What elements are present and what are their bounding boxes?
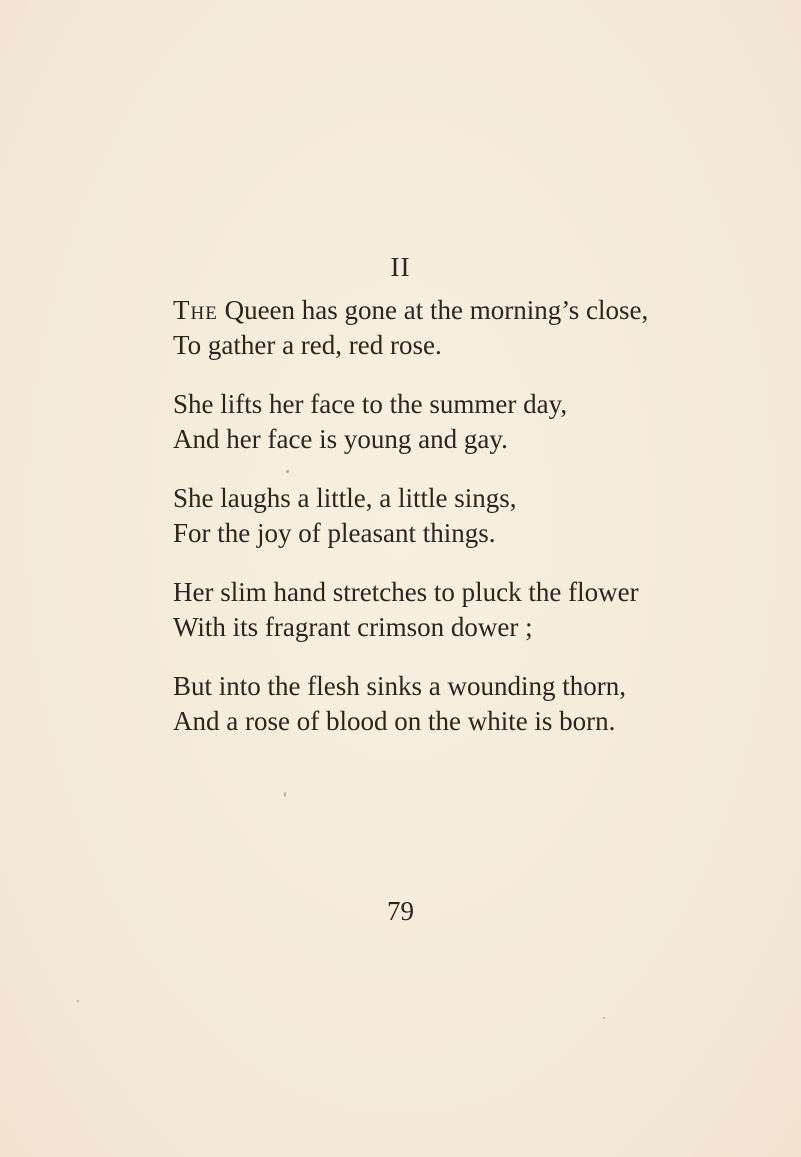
poem-line [173, 610, 773, 645]
poem-line [173, 422, 773, 457]
stanza-4 [173, 575, 773, 645]
stanza-1 [173, 293, 773, 363]
small-caps-lead: The [173, 295, 218, 325]
line-text: And a rose of blood on the white is born. [173, 706, 616, 736]
paper-speck [286, 470, 289, 473]
stanza-5 [173, 669, 773, 739]
line-text: With its fragrant crimson dower ; [173, 612, 533, 642]
paper-speck [77, 1000, 79, 1002]
line-text: And her face is young and gay. [173, 424, 508, 454]
page-number: 79 [387, 896, 414, 926]
poem-line [173, 704, 773, 739]
stanza-2 [173, 387, 773, 457]
line-text: Queen has gone at the morning’s close, [217, 295, 649, 325]
poem-line [173, 293, 773, 328]
poem-line [173, 669, 773, 704]
poem-line [173, 481, 773, 516]
poem-line [173, 328, 773, 363]
line-text: To gather a red, red rose. [173, 330, 442, 360]
paper-speck [603, 1017, 605, 1019]
line-text: She lifts her face to the summer day, [173, 389, 568, 419]
poem [173, 293, 773, 763]
line-text: For the joy of pleasant things. [173, 518, 496, 548]
poem-line [173, 575, 773, 610]
paper-speck [284, 792, 286, 797]
stanza-3 [173, 481, 773, 551]
line-text: Her slim hand stretches to pluck the flower [173, 577, 639, 607]
section-numeral: II [390, 252, 411, 282]
line-text: She laughs a little, a little sings, [173, 483, 517, 513]
line-text: But into the flesh sinks a wounding thorn, [173, 671, 626, 701]
poem-line [173, 516, 773, 551]
poem-line [173, 387, 773, 422]
